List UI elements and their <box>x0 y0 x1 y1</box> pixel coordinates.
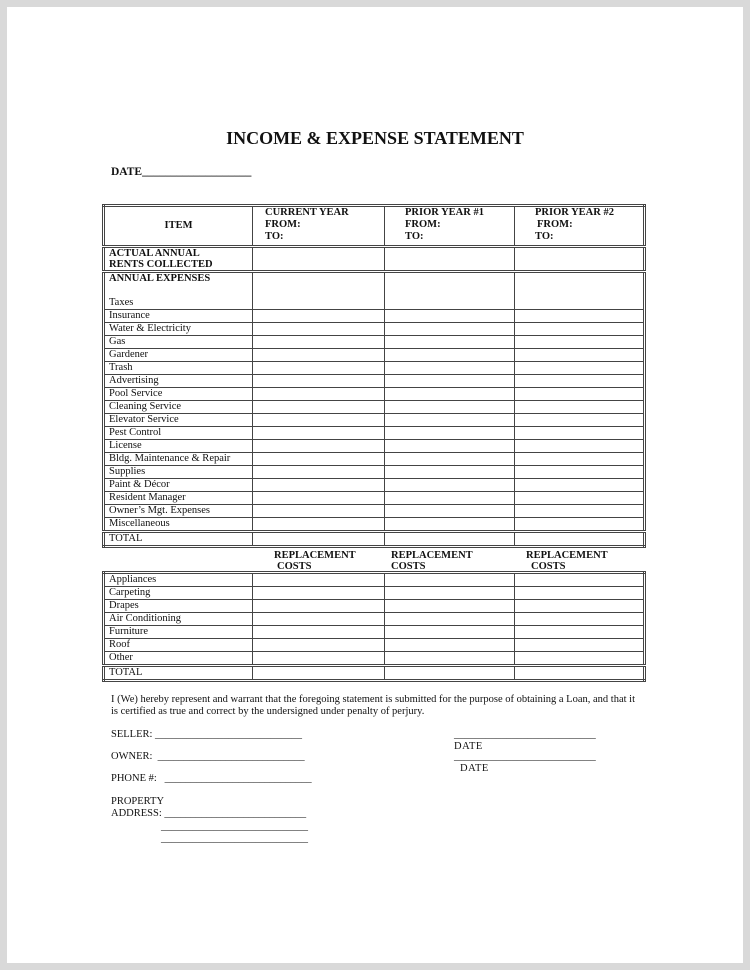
item-label: Miscellaneous <box>104 518 253 532</box>
item-row <box>104 349 645 362</box>
item-row <box>104 466 645 479</box>
item-row <box>104 401 645 414</box>
certification-statement: I (We) hereby represent and warrant that the foregoing statement is submitted for the purpose of obtaining a Loan, and that it is certified as true and correct by the undersigned under penalty of perjury. <box>111 694 635 717</box>
value-cell[interactable] <box>515 479 645 492</box>
value-cell[interactable] <box>385 388 515 401</box>
value-cell[interactable] <box>515 639 645 652</box>
item-label: Gas <box>104 336 253 349</box>
item-row <box>104 427 645 440</box>
seller-date-line[interactable]: ___________________________ <box>454 729 596 740</box>
item-label: Cleaning Service <box>104 401 253 414</box>
item-label: License <box>104 440 253 453</box>
header-to: TO: <box>265 231 284 242</box>
replacement-costs-header-1 <box>274 550 356 572</box>
header-item: ITEM <box>104 206 253 247</box>
value-cell[interactable] <box>515 323 645 336</box>
item-row <box>104 453 645 466</box>
value-cell[interactable] <box>253 427 385 440</box>
item-label: Drapes <box>104 600 253 613</box>
value-cell[interactable] <box>515 362 645 375</box>
value-cell[interactable] <box>515 505 645 518</box>
value-cell[interactable] <box>515 573 645 587</box>
value-cell[interactable] <box>253 247 385 272</box>
value-cell[interactable] <box>515 453 645 466</box>
header-prior-year-2 <box>515 206 645 247</box>
value-cell[interactable] <box>515 492 645 505</box>
item-label: Roof <box>104 639 253 652</box>
date-field[interactable]: DATE___________________ <box>111 166 252 178</box>
value-cell[interactable] <box>253 613 385 626</box>
value-cell[interactable] <box>515 375 645 388</box>
value-cell[interactable] <box>385 414 515 427</box>
value-cell[interactable] <box>253 626 385 639</box>
item-label: Paint & Décor <box>104 479 253 492</box>
value-cell[interactable] <box>515 349 645 362</box>
value-cell[interactable] <box>253 652 385 666</box>
item-label: Trash <box>104 362 253 375</box>
value-cell[interactable] <box>515 247 645 272</box>
total-label: TOTAL <box>104 532 253 547</box>
value-cell[interactable] <box>253 362 385 375</box>
item-row <box>104 613 645 626</box>
item-label: Advertising <box>104 375 253 388</box>
item-row <box>104 388 645 401</box>
item-row <box>104 587 645 600</box>
item-row <box>104 518 645 532</box>
value-cell[interactable] <box>385 401 515 414</box>
value-cell[interactable] <box>515 518 645 532</box>
property-label: PROPERTY <box>111 796 165 807</box>
rents-row <box>104 247 645 272</box>
value-cell[interactable] <box>253 440 385 453</box>
value-cell[interactable] <box>515 466 645 479</box>
seller-date-label: DATE <box>454 741 483 752</box>
seller-signature-field[interactable]: SELLER: ____________________________ <box>111 729 303 740</box>
value-cell[interactable] <box>515 587 645 600</box>
value-cell[interactable] <box>385 652 515 666</box>
item-row <box>104 600 645 613</box>
label-line: REPLACEMENT <box>274 550 356 561</box>
value-cell[interactable] <box>253 600 385 613</box>
item-label: Other <box>104 652 253 666</box>
value-cell[interactable] <box>515 652 645 666</box>
value-cell[interactable] <box>253 388 385 401</box>
item-row <box>104 479 645 492</box>
total-row <box>104 532 645 547</box>
value-cell[interactable] <box>385 639 515 652</box>
value-cell[interactable] <box>253 505 385 518</box>
item-row <box>104 639 645 652</box>
income-expense-table <box>102 204 646 548</box>
value-cell[interactable] <box>385 479 515 492</box>
replacement-costs-header-2 <box>391 550 473 572</box>
item-label: Taxes <box>109 297 134 308</box>
value-cell[interactable] <box>253 453 385 466</box>
value-cell[interactable] <box>515 310 645 323</box>
total-row <box>104 666 645 681</box>
item-row <box>104 336 645 349</box>
item-label: Air Conditioning <box>104 613 253 626</box>
phone-field[interactable]: PHONE #: ____________________________ <box>111 773 312 784</box>
value-cell[interactable] <box>253 573 385 587</box>
value-cell[interactable] <box>253 587 385 600</box>
value-cell[interactable] <box>515 440 645 453</box>
value-cell[interactable] <box>385 336 515 349</box>
value-cell[interactable] <box>515 666 645 681</box>
header-prior-year-1 <box>385 206 515 247</box>
header-label: PRIOR YEAR #1 <box>405 207 484 218</box>
value-cell[interactable] <box>253 349 385 362</box>
item-row <box>104 652 645 666</box>
item-label: Supplies <box>104 466 253 479</box>
item-label: Carpeting <box>104 587 253 600</box>
item-row <box>104 440 645 453</box>
header-from: FROM: <box>405 219 441 230</box>
value-cell[interactable] <box>515 626 645 639</box>
value-cell[interactable] <box>253 466 385 479</box>
item-label: Elevator Service <box>104 414 253 427</box>
item-label: Owner’s Mgt. Expenses <box>104 505 253 518</box>
item-row <box>104 573 645 587</box>
value-cell[interactable] <box>253 518 385 532</box>
value-cell[interactable] <box>253 310 385 323</box>
value-cell[interactable] <box>385 310 515 323</box>
value-cell[interactable] <box>515 427 645 440</box>
value-cell[interactable] <box>253 375 385 388</box>
item-row <box>104 626 645 639</box>
item-row <box>104 310 645 323</box>
value-cell[interactable] <box>515 600 645 613</box>
address-line-2[interactable]: ____________________________ <box>161 821 308 832</box>
value-cell[interactable] <box>385 349 515 362</box>
header-label: PRIOR YEAR #2 <box>535 207 614 218</box>
value-cell[interactable] <box>253 414 385 427</box>
item-label: Gardener <box>104 349 253 362</box>
replacement-costs-header-3 <box>526 550 608 572</box>
header-to: TO: <box>535 231 554 242</box>
header-label: CURRENT YEAR <box>265 207 349 218</box>
header-from: FROM: <box>265 219 301 230</box>
value-cell[interactable] <box>253 666 385 681</box>
value-cell[interactable] <box>515 272 645 310</box>
value-cell[interactable] <box>385 518 515 532</box>
value-cell[interactable] <box>385 247 515 272</box>
header-from: FROM: <box>537 219 573 230</box>
value-cell[interactable] <box>253 479 385 492</box>
header-current-year <box>253 206 385 247</box>
annual-expenses-label <box>104 272 253 310</box>
value-cell[interactable] <box>385 600 515 613</box>
label-line: REPLACEMENT <box>391 550 473 561</box>
header-row <box>104 206 645 247</box>
value-cell[interactable] <box>385 272 515 310</box>
value-cell[interactable] <box>515 388 645 401</box>
value-cell[interactable] <box>385 323 515 336</box>
value-cell[interactable] <box>515 532 645 547</box>
value-cell[interactable] <box>385 440 515 453</box>
label-line: COSTS <box>277 561 312 572</box>
label-line: RENTS COLLECTED <box>109 259 213 270</box>
value-cell[interactable] <box>385 362 515 375</box>
value-cell[interactable] <box>253 272 385 310</box>
item-label: Resident Manager <box>104 492 253 505</box>
value-cell[interactable] <box>253 532 385 547</box>
label-line: COSTS <box>531 561 566 572</box>
item-label: Pest Control <box>104 427 253 440</box>
item-row <box>104 375 645 388</box>
value-cell[interactable] <box>385 492 515 505</box>
address-field[interactable]: ADDRESS: ___________________________ <box>111 808 307 819</box>
annual-expenses-row <box>104 272 645 310</box>
item-row <box>104 362 645 375</box>
value-cell[interactable] <box>385 532 515 547</box>
item-row <box>104 492 645 505</box>
item-row <box>104 505 645 518</box>
item-label: Appliances <box>104 573 253 587</box>
value-cell[interactable] <box>253 323 385 336</box>
value-cell[interactable] <box>385 613 515 626</box>
item-label: Bldg. Maintenance & Repair <box>104 453 253 466</box>
item-label: Water & Electricity <box>104 323 253 336</box>
value-cell[interactable] <box>515 414 645 427</box>
value-cell[interactable] <box>385 466 515 479</box>
replacement-costs-table <box>102 571 646 682</box>
item-row <box>104 414 645 427</box>
value-cell[interactable] <box>385 666 515 681</box>
value-cell[interactable] <box>385 587 515 600</box>
owner-signature-field[interactable]: OWNER: ____________________________ <box>111 751 305 762</box>
value-cell[interactable] <box>385 573 515 587</box>
value-cell[interactable] <box>385 626 515 639</box>
value-cell[interactable] <box>515 336 645 349</box>
item-label: Pool Service <box>104 388 253 401</box>
rents-label <box>104 247 253 272</box>
section-label: ANNUAL EXPENSES <box>109 273 211 284</box>
value-cell[interactable] <box>253 492 385 505</box>
item-label: Insurance <box>104 310 253 323</box>
header-to: TO: <box>405 231 424 242</box>
owner-date-line[interactable]: ___________________________ <box>454 751 596 762</box>
value-cell[interactable] <box>385 505 515 518</box>
value-cell[interactable] <box>515 401 645 414</box>
value-cell[interactable] <box>385 453 515 466</box>
address-line-3[interactable]: ____________________________ <box>161 833 308 844</box>
owner-date-label: DATE <box>460 763 489 774</box>
item-label: Furniture <box>104 626 253 639</box>
page-title: INCOME & EXPENSE STATEMENT <box>226 128 524 148</box>
value-cell[interactable] <box>385 375 515 388</box>
value-cell[interactable] <box>253 639 385 652</box>
label-line: REPLACEMENT <box>526 550 608 561</box>
label-line: COSTS <box>391 561 426 572</box>
value-cell[interactable] <box>515 613 645 626</box>
item-row <box>104 323 645 336</box>
value-cell[interactable] <box>253 401 385 414</box>
value-cell[interactable] <box>253 336 385 349</box>
label-line: ACTUAL ANNUAL <box>109 248 200 259</box>
value-cell[interactable] <box>385 427 515 440</box>
total-label: TOTAL <box>104 666 253 681</box>
